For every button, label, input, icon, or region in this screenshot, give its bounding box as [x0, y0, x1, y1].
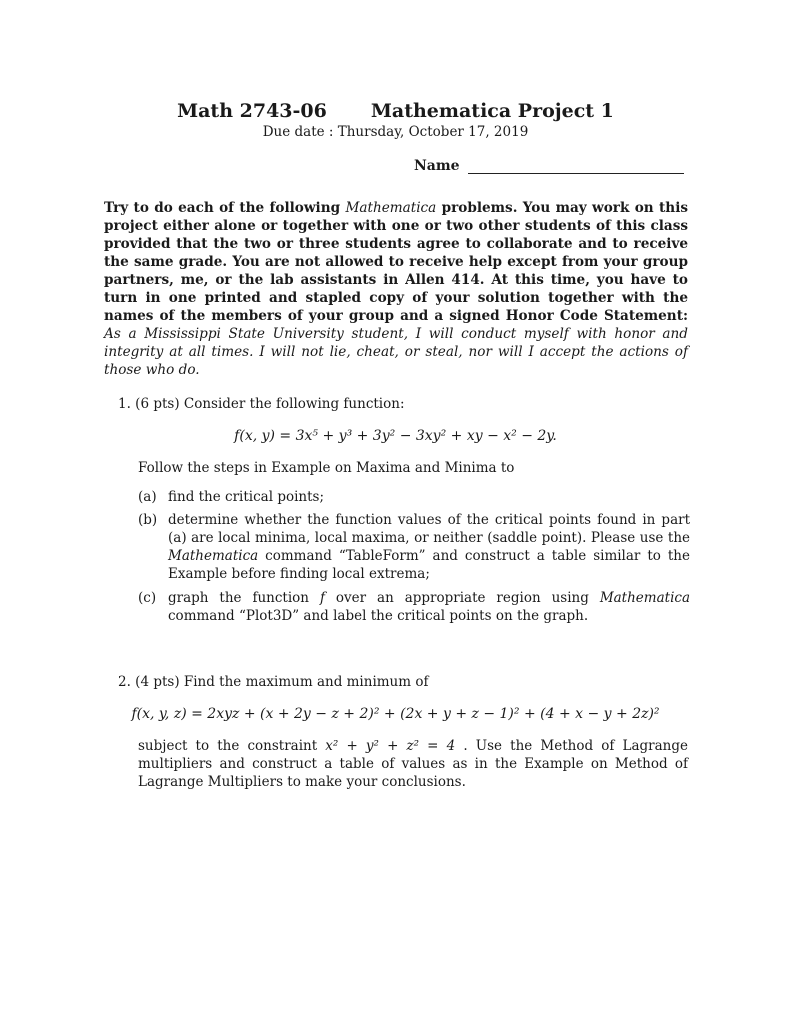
mathematica-term: Mathematica — [599, 590, 690, 606]
constraint-equation: x² + y² + z² = 4 — [325, 738, 456, 754]
name-label: Name — [414, 158, 460, 174]
problem-1-equation: f(x, y) = 3x⁵ + y³ + 3y² − 3xy² + xy − x² − 2y. — [234, 428, 557, 444]
mathematica-term: Mathematica — [168, 548, 259, 564]
problem-1-part-c — [138, 589, 690, 625]
part-text-a: determine whether the function values of the critical points found in part (a) are local minima, local maxima, or neither (saddle point). Please use the — [168, 512, 690, 546]
function-symbol: f — [319, 590, 325, 606]
constraint-text-a: subject to the constraint — [138, 738, 326, 754]
part-text — [168, 511, 690, 583]
honor-code-statement: As a Mississippi State University student, I will conduct myself with honor and integrity at all times. I will not lie, cheat, or steal, nor will I accept the actions of those who do. — [104, 326, 688, 378]
part-label: (b) — [138, 512, 158, 528]
instructions-paragraph — [104, 199, 688, 379]
part-label: (c) — [138, 590, 157, 606]
instructions-text-cont: problems. You may work on this project either alone or together with one or two other students of this class provided that the two or three students agree to collaborate and to receive the same grade. You are not allowed to receive help except from your group partners, me, or the lab assistants in Allen 414. At this time, you have to turn in one printed and stapled copy of your solution together with the names of the members of your group and a signed Honor Code Statement: — [104, 200, 689, 324]
problem-2-equation: f(x, y, z) = 2xyz + (x + 2y − z + 2)² + (2x + y + z − 1)² + (4 + x − y + 2z)² — [131, 706, 660, 722]
constraint-text-b: . Use the Method of Lagrange multipliers and construct a table of values as in the Example on Method of Lagrange Multipliers to make your conclusions. — [138, 738, 688, 790]
instructions-text: Try to do each of the following — [104, 200, 346, 216]
problem-2-constraint — [138, 737, 688, 791]
part-text-a: graph the function — [168, 590, 320, 606]
mathematica-term: Mathematica — [345, 200, 437, 216]
part-text-b: over an appropriate region using — [324, 590, 600, 606]
part-text-b: command “TableForm” and construct a table similar to the Example before finding local extrema; — [168, 548, 690, 582]
name-field-line[interactable] — [468, 173, 684, 174]
part-text: find the critical points; — [168, 489, 325, 505]
part-label: (a) — [138, 489, 157, 505]
part-text-c: command “Plot3D” and label the critical points on the graph. — [168, 608, 589, 624]
problem-2-intro: 2. (4 pts) Find the maximum and minimum of — [118, 674, 429, 690]
project-title: Mathematica Project 1 — [370, 100, 614, 122]
problem-1-part-b — [138, 511, 690, 583]
due-date: Due date : Thursday, October 17, 2019 — [262, 124, 529, 140]
page-title — [0, 100, 791, 122]
problem-1-intro: 1. (6 pts) Consider the following function: — [118, 396, 405, 412]
course-number: Math 2743-06 — [177, 100, 327, 122]
part-text — [168, 589, 690, 625]
problem-1-part-a — [138, 488, 690, 506]
problem-1-follow: Follow the steps in Example on Maxima and Minima to — [138, 460, 515, 476]
